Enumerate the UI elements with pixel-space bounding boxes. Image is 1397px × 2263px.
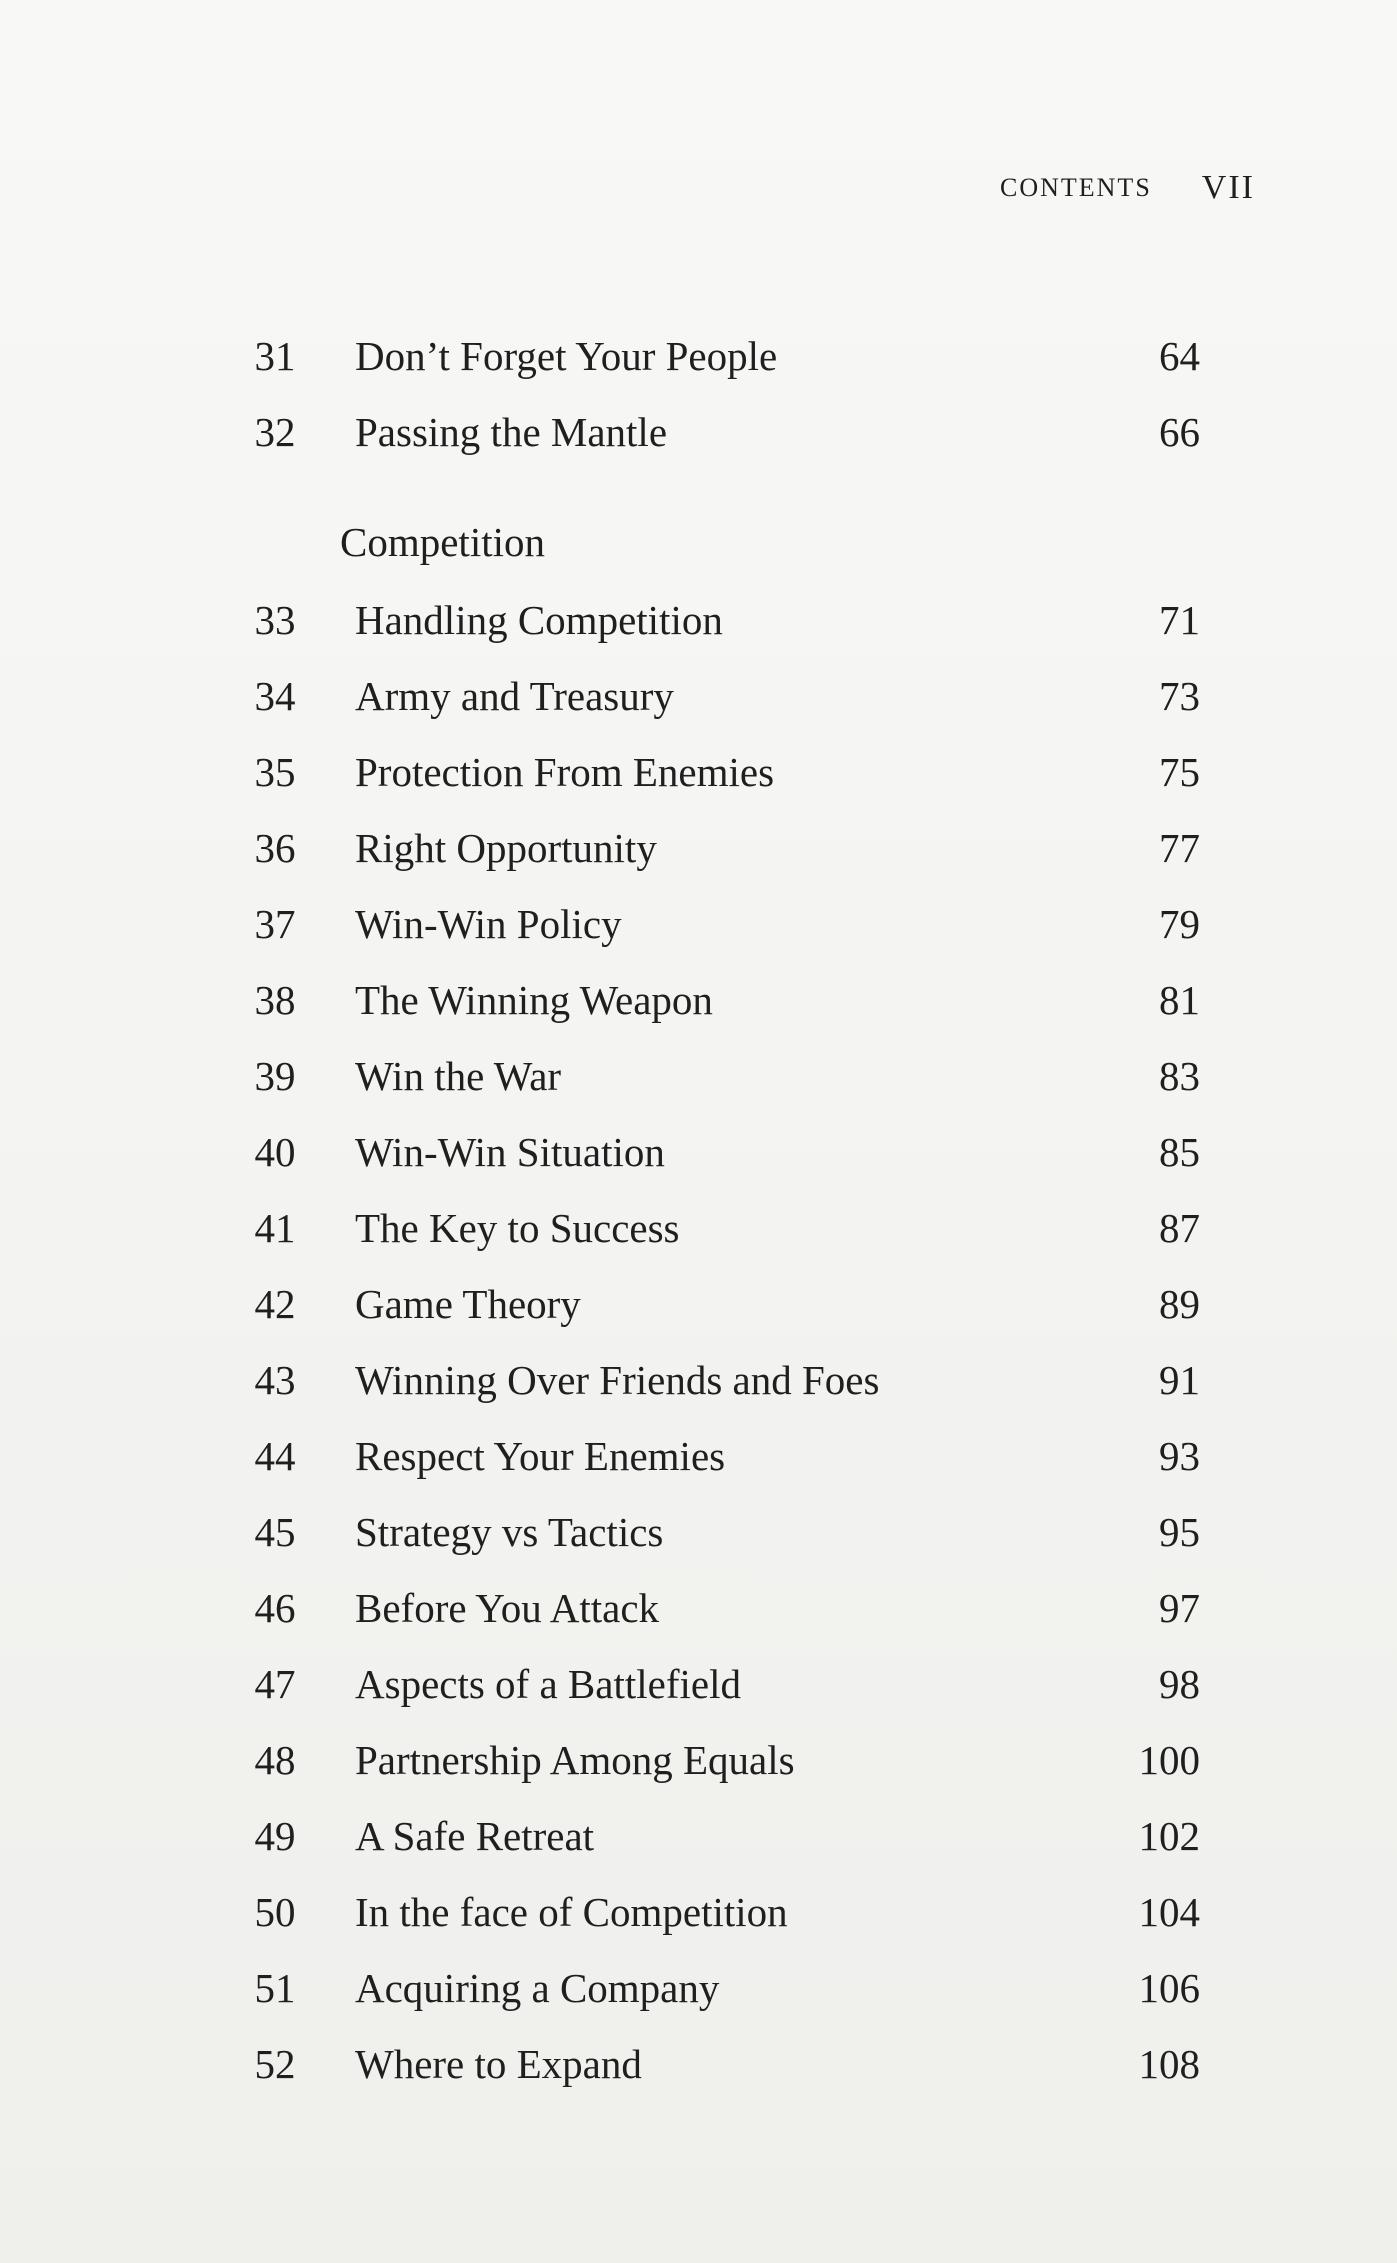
entry-number: 35 [254,749,296,795]
entry-number: 34 [254,673,296,719]
toc-entry-45 [210,1502,1210,1562]
entry-number: 43 [254,1357,296,1403]
entry-page: 91 [1159,1357,1200,1403]
entry-page: 64 [1159,333,1200,379]
entry-number: 47 [254,1661,296,1707]
entry-title: The Winning Weapon [355,977,713,1023]
entry-number: 32 [254,409,296,455]
entry-title: Respect Your Enemies [355,1433,726,1479]
entry-title: Game Theory [355,1281,581,1327]
entry-title: Win the War [355,1053,562,1099]
entry-title: Right Opportunity [355,825,657,871]
entry-page: 100 [1138,1737,1200,1783]
entry-title: Before You Attack [355,1585,660,1631]
toc-entry-46 [210,1578,1210,1638]
toc-entry-47 [210,1654,1210,1714]
entry-page: 81 [1159,977,1200,1023]
toc-entry-52 [210,2034,1210,2094]
toc-entry-50 [210,1882,1210,1942]
entry-number: 52 [254,2041,296,2087]
entry-page: 106 [1138,1965,1200,2011]
entry-page: 95 [1159,1509,1200,1555]
toc-entry-38 [210,970,1210,1030]
entry-page: 75 [1159,749,1200,795]
entry-title: Partnership Among Equals [355,1737,795,1783]
entry-title: Win-Win Situation [355,1129,665,1175]
entry-page: 104 [1138,1889,1200,1935]
entry-page: 85 [1159,1129,1200,1175]
entry-page: 66 [1159,409,1200,455]
header-label: CONTENTS [1000,173,1152,202]
header-page-number: VII [1201,169,1255,206]
entry-title: Winning Over Friends and Foes [355,1357,880,1403]
entry-number: 48 [254,1737,296,1783]
entry-page: 108 [1138,2041,1200,2087]
toc-entry-51 [210,1958,1210,2018]
entry-title: Acquiring a Company [355,1965,720,2011]
entry-number: 44 [254,1433,296,1479]
entry-title: In the face of Competition [355,1889,788,1935]
entry-number: 50 [254,1889,296,1935]
entry-title: Handling Competition [355,597,723,643]
section-heading-competition: Competition [340,519,545,565]
toc-entry-40 [210,1122,1210,1182]
entry-number: 39 [254,1053,296,1099]
entry-page: 93 [1159,1433,1200,1479]
toc-entry-31 [210,326,1210,386]
entry-page: 89 [1159,1281,1200,1327]
entry-title: Passing the Mantle [355,409,668,455]
entry-page: 73 [1159,673,1200,719]
entry-title: A Safe Retreat [355,1813,595,1859]
toc-entry-35 [210,742,1210,802]
entry-number: 37 [254,901,296,947]
entry-page: 83 [1159,1053,1200,1099]
entry-title: Don’t Forget Your People [355,333,778,379]
entry-number: 31 [254,333,296,379]
entry-title: Aspects of a Battlefield [355,1661,741,1707]
entry-number: 36 [254,825,296,871]
entry-title: Strategy vs Tactics [355,1509,664,1555]
entry-title: Where to Expand [355,2041,642,2087]
running-header [1000,166,1255,210]
entry-number: 45 [254,1509,296,1555]
toc-entry-41 [210,1198,1210,1258]
entry-number: 33 [254,597,296,643]
entry-title: Army and Treasury [355,673,674,719]
toc-entry-49 [210,1806,1210,1866]
toc-entry-36 [210,818,1210,878]
toc-entry-39 [210,1046,1210,1106]
entry-number: 51 [254,1965,296,2011]
toc-entry-43 [210,1350,1210,1410]
entry-page: 71 [1159,597,1200,643]
entry-title: Win-Win Policy [355,901,622,947]
entry-title: The Key to Success [355,1205,680,1251]
entry-number: 46 [254,1585,296,1631]
entry-title: Protection From Enemies [355,749,775,795]
entry-number: 40 [254,1129,296,1175]
entry-page: 97 [1159,1585,1200,1631]
entry-page: 87 [1159,1205,1200,1251]
toc-entry-33 [210,590,1210,650]
entry-page: 79 [1159,901,1200,947]
toc-entry-42 [210,1274,1210,1334]
entry-page: 102 [1138,1813,1200,1859]
entry-number: 41 [254,1205,296,1251]
toc-entry-37 [210,894,1210,954]
entry-page: 98 [1159,1661,1200,1707]
toc-entry-34 [210,666,1210,726]
entry-number: 38 [254,977,296,1023]
entry-number: 42 [254,1281,296,1327]
entry-number: 49 [254,1813,296,1859]
toc-entry-32 [210,402,1210,462]
toc-entry-48 [210,1730,1210,1790]
toc-entry-44 [210,1426,1210,1486]
entry-page: 77 [1159,825,1200,871]
